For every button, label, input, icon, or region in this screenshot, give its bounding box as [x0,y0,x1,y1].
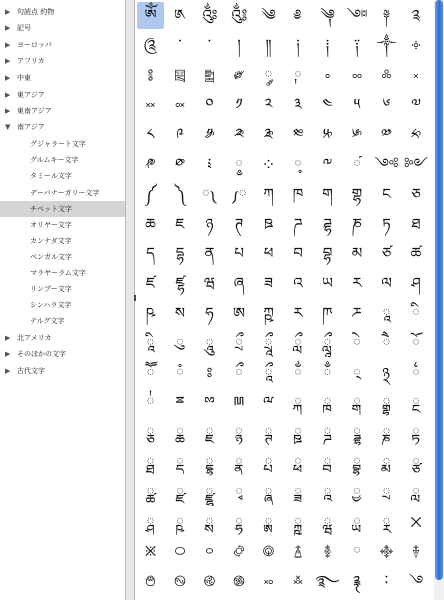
character-cell[interactable]: ཻ [382,333,391,352]
character-cell[interactable]: ༧ [411,95,421,114]
character-cell[interactable]: ༭ [292,125,304,144]
character-cell[interactable]: ཀྵ [263,304,274,322]
character-cell[interactable]: ཕ [263,244,274,263]
sidebar-category[interactable] [0,37,125,53]
character-cell[interactable]: ༢ [264,95,273,114]
character-cell[interactable]: ཱི [146,333,155,352]
character-cell[interactable]: ཎ [351,214,362,233]
character-cell[interactable]: ༟ [174,95,186,114]
character-cell[interactable]: ༴ [207,155,212,173]
sidebar-subitem[interactable] [0,281,125,297]
sidebar-item-label: そのほかの文字 [17,350,66,358]
sidebar-category[interactable] [0,53,125,69]
character-cell[interactable]: ༔ [147,65,154,84]
character-cell[interactable]: ྂ [293,363,303,382]
character-cell[interactable]: ༸ [322,155,333,173]
character-cell[interactable]: ་ [178,35,182,54]
sidebar-subitem[interactable] [0,185,125,201]
character-cell[interactable]: ི [411,304,421,322]
character-cell[interactable]: ྭ [234,482,244,501]
character-cell[interactable]: ཐ [411,214,421,233]
character-cell[interactable]: ༕ [174,65,186,84]
character-cell[interactable]: ྙ [234,423,244,442]
character-cell[interactable]: ྣ [234,453,244,471]
character-cell[interactable]: ༲ [145,155,156,173]
character-cell[interactable]: ྛ [293,423,303,442]
sidebar-item-label: オリヤー文字 [30,221,72,229]
character-cell[interactable]: ཪ [293,304,303,322]
character-grid [137,2,433,600]
character-cell[interactable]: ࿅ [323,542,332,561]
character-cell[interactable]: ༯ [351,125,363,144]
sidebar-subitem[interactable] [0,233,125,249]
sidebar-item-label: 東南アジア [17,107,52,115]
character-cell[interactable]: ཉ [205,214,214,233]
character-cell[interactable]: ྿ [144,542,157,561]
character-cell[interactable]: ༠ [205,95,214,114]
character-cell[interactable]: ཇ [175,214,185,233]
character-cell[interactable]: ཹ [323,333,332,352]
character-cell[interactable]: ༁ [174,6,186,24]
character-cell[interactable]: ཋ [263,214,274,233]
character-cell[interactable]: ྫ [175,482,185,501]
character-cell[interactable]: ༿ [231,184,247,203]
category-sidebar [0,0,126,600]
sidebar-item-label: グジャラート文字 [30,140,86,148]
character-cell[interactable]: ྲྀ [234,333,244,352]
character-cell[interactable]: གྷ [351,184,363,203]
sidebar-item-label: カンナダ文字 [30,237,72,245]
sidebar-item-label: グルムキー文字 [30,156,79,164]
character-cell[interactable]: ྗ [205,423,214,442]
sidebar-item-label: 東アジア [17,91,45,99]
character-cell[interactable]: ྒ [352,393,362,412]
character-cell[interactable]: ༎ [265,35,272,54]
character-cell[interactable]: ༊ [143,35,158,54]
character-cell[interactable]: ༇ [346,6,368,24]
sidebar-item-label: マラヤーラム文字 [30,269,86,277]
sidebar-category[interactable] [0,103,125,119]
character-cell[interactable]: ྇ [146,393,155,412]
character-cell[interactable]: ེ [352,333,362,352]
sidebar-category[interactable] [0,330,125,346]
character-cell[interactable]: ཌྷ [323,214,332,233]
sidebar-subitem[interactable] [0,249,125,265]
sidebar-item-label: ベンガル文字 [30,253,72,261]
character-cell[interactable]: ྾ [410,512,422,531]
disclosure-triangle-right-icon[interactable]: ▶ [5,334,11,342]
character-cell[interactable]: ྷ [234,512,244,531]
character-cell[interactable]: ྵ [175,512,185,531]
sidebar-item-label: 南アジア [17,123,45,131]
character-cell[interactable]: ༈ [382,6,391,24]
character-cell[interactable]: ཙ [381,244,392,263]
sidebar-item-label: タミール文字 [30,172,72,180]
character-cell[interactable]: ࿉ [145,572,156,591]
character-cell[interactable]: ࿒ [384,572,389,591]
sidebar-category[interactable] [0,346,125,362]
sidebar-subitem[interactable] [0,297,125,313]
character-cell[interactable]: ྥ [293,453,303,471]
character-cell[interactable]: ྲ [382,482,391,501]
character-cell[interactable]: ྈ [175,393,185,412]
character-cell[interactable]: ༒ [376,35,397,54]
character-cell[interactable]: ༞ [145,95,156,114]
sidebar-item-label: リンブー文字 [30,285,72,293]
character-cell[interactable]: ྕ [146,423,155,442]
character-cell[interactable]: ྊ [233,393,245,412]
character-cell[interactable]: ྤ [264,453,273,471]
character-cell[interactable]: ༤ [322,95,333,114]
character-cell[interactable]: དྷ [175,244,185,263]
character-cell[interactable]: ༾ [201,184,218,203]
character-cell[interactable]: ༼ [144,184,157,203]
grid-scrollbar[interactable] [434,0,444,600]
character-cell[interactable]: ྺ [323,512,332,531]
character-cell[interactable]: ༉ [411,6,421,24]
character-cell[interactable]: ྋ [262,393,275,412]
character-cell[interactable]: ུ [175,333,185,352]
sidebar-item-label: 記号 [17,24,31,32]
sidebar-category[interactable] [0,70,125,86]
character-cell[interactable]: ཟ [264,274,273,293]
character-cell[interactable]: ༵ [234,155,244,173]
character-cell[interactable]: ࿁ [205,542,214,561]
character-cell[interactable]: ༝ [413,65,419,84]
sidebar-item-label: アフリカ [17,57,45,65]
character-cell[interactable]: ༺ [374,155,399,173]
sidebar-item-label: シンハラ文字 [30,301,72,309]
character-cell[interactable]: བྷ [322,244,333,263]
character-cell[interactable]: ྮ [264,482,273,501]
character-cell[interactable]: ྸ [264,512,273,531]
character-cell[interactable]: ཀ [263,184,274,203]
sidebar-subitem[interactable] [0,313,125,329]
character-cell[interactable]: ྪ [146,482,155,501]
character-cell[interactable]: ྡ [175,453,185,471]
character-cell[interactable]: ༻ [403,155,428,173]
character-cell[interactable]: ࿃ [262,542,275,561]
character-cell[interactable]: ཥ [145,304,156,322]
character-cell[interactable]: ྦ [323,453,332,471]
sidebar-category[interactable] [0,363,125,379]
character-cell[interactable]: ༮ [322,125,333,144]
character-cell[interactable]: ཁ [292,184,304,203]
character-cell[interactable]: ཨ [232,304,245,322]
character-cell[interactable]: ར [352,274,362,293]
character-cell[interactable]: ྃ [323,363,332,382]
character-cell[interactable]: ྴ [146,512,155,531]
character-cell[interactable]: ༬ [263,125,274,144]
character-cell[interactable]: ྩ [411,453,421,471]
character-cell[interactable]: ྼ [382,512,391,531]
character-cell[interactable]: ༅ [294,6,302,24]
character-cell[interactable]: ༘ [264,65,273,84]
character-cell[interactable]: ྶ [205,512,214,531]
character-cell[interactable]: ྐྵ [293,512,303,531]
character-cell[interactable]: ༽ [174,184,186,203]
disclosure-triangle-right-icon[interactable]: ▶ [5,57,11,65]
character-cell[interactable]: ཾ [175,363,185,382]
character-cell[interactable]: ཆ [145,214,156,233]
character-cell[interactable]: ྜྷ [352,423,362,442]
character-cell[interactable]: ༫ [233,125,245,144]
character-cell[interactable]: ཧ [205,304,214,322]
character-cell[interactable]: པ [234,244,244,263]
disclosure-triangle-right-icon[interactable]: ▶ [5,74,11,82]
character-cell[interactable]: ཱ [382,304,391,322]
character-cell[interactable]: བ [293,244,303,263]
sidebar-item-label: 句読点 約物 [17,8,55,16]
character-cell[interactable]: ྫྷ [205,482,214,501]
sidebar-subitem[interactable] [0,217,125,233]
character-cell[interactable]: ࿊ [174,572,186,591]
character-cell[interactable]: ླྀ [293,333,303,352]
character-cell[interactable]: ཌ [293,214,303,233]
character-cell[interactable]: ྅ [382,363,391,382]
character-cell[interactable]: འ [293,274,303,293]
character-cell[interactable]: ༆ [320,6,335,24]
character-cell[interactable]: ༙ [293,65,303,84]
character-cell[interactable]: ། [237,35,241,54]
character-cell[interactable]: ཤ [411,274,421,293]
character-cell[interactable]: ༨ [146,125,155,144]
sidebar-subitem[interactable] [0,136,125,152]
character-cell[interactable]: ྐ [293,393,303,412]
sidebar-item-label: 北アメリカ [17,334,52,342]
character-cell[interactable]: ࿎ [263,572,274,591]
character-cell[interactable]: ࿂ [233,542,245,561]
character-cell[interactable]: ༛ [351,65,363,84]
character-cell[interactable]: ཛྷ [175,274,185,293]
character-cell[interactable]: ༐ [325,35,330,54]
character-cell[interactable]: ࿑ [352,572,362,591]
character-cell[interactable]: ༜ [381,65,392,84]
character-cell[interactable]: ྆ [411,363,421,382]
character-cell[interactable]: ཽ [146,363,155,382]
character-cell[interactable]: ཱྀ [264,363,273,382]
character-cell[interactable]: ࿓ [408,572,424,591]
sidebar-item-label: テルグ文字 [30,317,65,325]
character-cell[interactable]: ཛ [145,274,156,293]
character-cell[interactable]: ྒྷ [382,393,391,412]
sidebar-category[interactable] [0,87,125,103]
grid-scrollbar-thumb[interactable] [435,0,443,580]
character-cell[interactable]: ࿇ [379,542,394,561]
character-cell[interactable]: ྦྷ [352,453,362,471]
character-cell[interactable]: ྚ [264,423,273,442]
sidebar-category[interactable] [0,119,125,135]
character-cell[interactable]: ༹ [352,155,362,173]
sidebar-subitem[interactable] [0,265,125,281]
character-cell[interactable]: ྻ [352,512,362,531]
character-cell[interactable]: ༚ [324,65,331,84]
character-cell[interactable]: ࿐ [315,572,340,591]
character-cell[interactable]: ༌ [207,35,212,54]
character-cell[interactable]: ༂ [201,6,218,24]
character-cell[interactable]: ࿀ [174,542,186,561]
character-cell[interactable]: ཫ [322,304,333,322]
sidebar-item-label: デーバナーガリー文字 [30,189,100,197]
character-cell[interactable]: མ [351,244,363,263]
disclosure-triangle-down-icon[interactable]: ▼ [5,123,11,131]
character-cell[interactable]: ࿄ [293,542,303,561]
character-cell[interactable]: ན [204,244,215,263]
character-cell[interactable]: ཚ [410,244,422,263]
sidebar-subitem[interactable] [0,152,125,168]
character-cell[interactable]: ཝ [203,274,216,293]
character-cell[interactable]: ཿ [206,363,213,382]
character-cell[interactable]: ༥ [353,95,361,114]
character-cell[interactable]: ས [174,304,186,322]
character-cell[interactable]: ༩ [176,125,184,144]
disclosure-triangle-right-icon[interactable]: ▶ [5,91,11,99]
character-cell[interactable]: ླ [411,482,421,501]
character-cell[interactable]: ཅ [411,184,421,203]
sidebar-item-label: 古代文字 [17,367,45,375]
character-cell[interactable]: ྱ [352,482,362,501]
character-cell[interactable]: ༖ [204,65,215,84]
character-cell[interactable]: ྞ [382,423,391,442]
character-cell[interactable]: ༡ [235,95,243,114]
character-cell[interactable]: ༑ [353,35,361,54]
disclosure-triangle-right-icon[interactable]: ▶ [5,41,11,49]
character-cell[interactable]: ག [322,184,333,203]
character-cell[interactable]: ࿏ [293,572,303,591]
character-cell[interactable]: ༏ [296,35,300,54]
character-cell[interactable]: ༷ [293,155,303,173]
character-cell[interactable]: ྰ [323,482,332,501]
character-cell[interactable]: ལ [381,274,392,293]
character-cell[interactable]: ༦ [382,95,391,114]
disclosure-triangle-right-icon[interactable]: ▶ [5,107,11,115]
character-cell[interactable]: ཞ [233,274,245,293]
character-cell[interactable]: ༓ [411,35,421,54]
character-cell[interactable]: ྑ [323,393,332,412]
character-cell[interactable]: ྖ [175,423,185,442]
sidebar-item-label: チベット文字 [30,205,72,213]
character-cell[interactable]: ྡྷ [205,453,214,471]
character-cell[interactable]: ྄ [352,363,362,382]
character-cell[interactable]: ཬ [352,304,362,322]
disclosure-triangle-right-icon[interactable]: ▶ [5,8,11,16]
splitter-handle[interactable] [134,295,136,301]
character-cell[interactable]: ཊ [234,214,244,233]
character-cell[interactable]: ༀ [137,2,164,29]
sidebar-category[interactable] [0,4,125,20]
character-cell[interactable]: ༗ [233,65,245,84]
character-cell[interactable]: ྉ [204,393,215,412]
character-cell[interactable]: ྜ [323,423,332,442]
disclosure-triangle-right-icon[interactable]: ▶ [5,24,11,32]
character-cell[interactable]: ྯ [293,482,303,501]
character-cell[interactable]: ོ [411,333,421,352]
character-cell[interactable]: ࿌ [233,572,245,591]
character-cell[interactable]: ཏ [382,214,391,233]
sidebar-item-label: 中東 [17,74,31,82]
character-cell[interactable]: ྠ [146,453,155,471]
sidebar-item-label: ヨーロッパ [17,41,52,49]
disclosure-triangle-right-icon[interactable]: ▶ [5,367,11,375]
character-cell[interactable]: ྟ [411,423,421,442]
character-cell[interactable]: ཡ [322,274,333,293]
character-cell[interactable]: ༃ [230,6,248,24]
character-cell[interactable]: ༪ [204,125,215,144]
disclosure-triangle-right-icon[interactable]: ▶ [5,350,11,358]
character-cell[interactable]: ད [146,244,155,263]
character-cell[interactable]: ࿈ [412,542,420,561]
character-cell[interactable]: ༄ [261,6,276,24]
sidebar-subitem[interactable] [0,201,125,217]
sidebar-subitem[interactable] [0,168,125,184]
character-cell[interactable]: ࿆ [352,542,362,561]
character-cell[interactable]: ང [382,184,391,203]
character-cell[interactable]: ࿋ [203,572,216,591]
character-cell[interactable]: ྨ [382,453,391,471]
character-cell[interactable]: ྀ [234,363,244,382]
character-cell[interactable]: ༰ [381,125,392,144]
character-cell[interactable]: ཷ [264,333,273,352]
character-cell[interactable]: ༳ [174,155,186,173]
character-cell[interactable]: ༣ [294,95,302,114]
character-cell[interactable]: ྔ [411,393,421,412]
character-cell[interactable]: ཱུ [205,333,214,352]
character-cell[interactable]: ༱ [410,125,422,144]
sidebar-category[interactable] [0,20,125,36]
character-cell[interactable]: ༶ [263,155,273,173]
